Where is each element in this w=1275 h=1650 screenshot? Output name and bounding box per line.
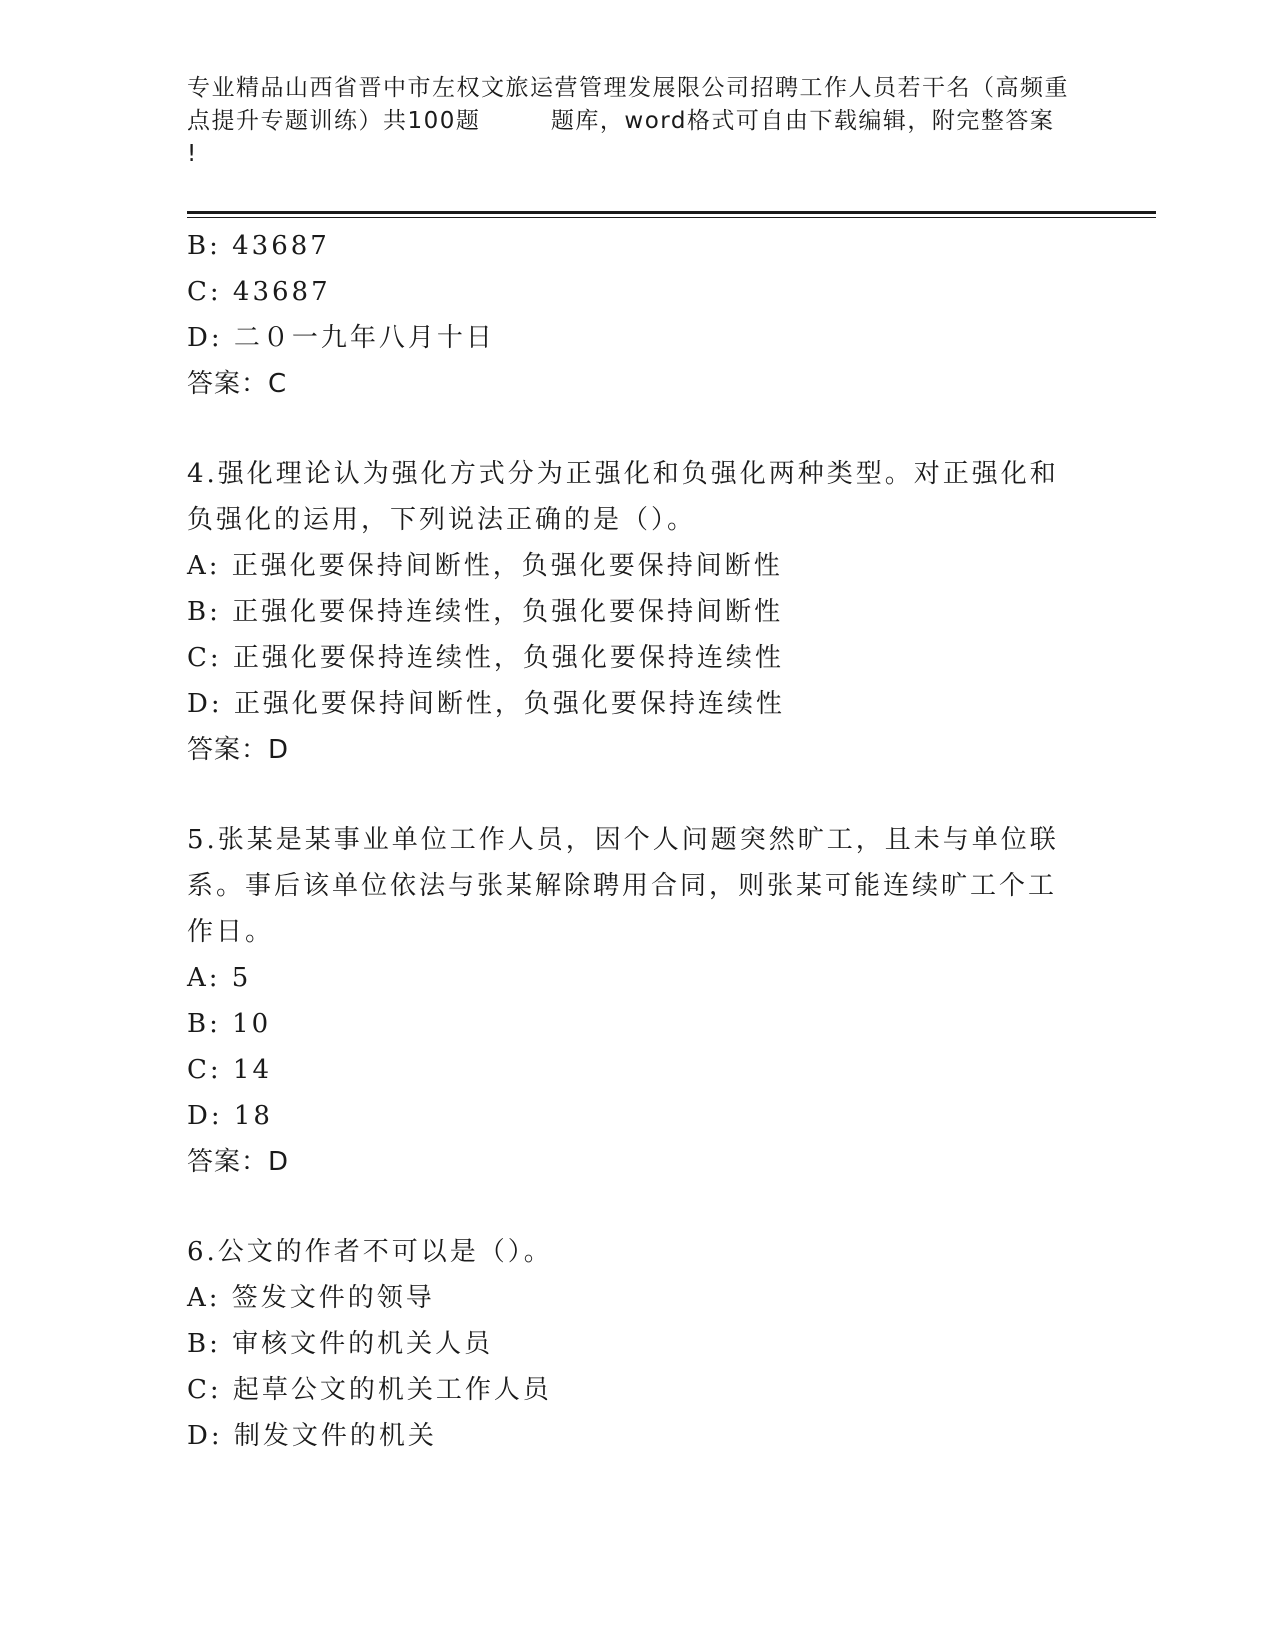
option-c: C: 正强化要保持连续性，负强化要保持连续性 (187, 643, 784, 673)
option-b: B: 10 (187, 1009, 272, 1039)
option-c: C: 起草公文的机关工作人员 (187, 1375, 552, 1405)
question-4 (187, 451, 1087, 773)
option-d: D: 正强化要保持间断性，负强化要保持连续性 (187, 689, 785, 719)
spacer (187, 773, 1087, 817)
option-b: B: 审核文件的机关人员 (187, 1329, 494, 1359)
option-a: A: 签发文件的领导 (187, 1283, 435, 1313)
question-6 (187, 1229, 1087, 1459)
option-b: B: 正强化要保持连续性，负强化要保持间断性 (187, 597, 784, 627)
option-d: D: 制发文件的机关 (187, 1421, 437, 1451)
question-stem: 4.强化理论认为强化方式分为正强化和负强化两种类型。对正强化和 (187, 459, 1059, 489)
header-line-3: ! (187, 141, 198, 167)
question-5 (187, 817, 1087, 1185)
answer-line: 答案：D (187, 1147, 290, 1177)
option-b: B: 43687 (187, 231, 330, 261)
header-line-2: 点提升专题训练）共100题 题库，word格式可自由下载编辑，附完整答案 (187, 108, 1055, 134)
question-3-tail (187, 223, 1087, 407)
option-d: D: 18 (187, 1101, 273, 1131)
question-stem: 作日。 (187, 917, 275, 947)
question-stem: 6.公文的作者不可以是（）。 (187, 1237, 553, 1267)
option-a: A: 5 (187, 963, 252, 993)
option-d: D: 二０一九年八月十日 (187, 323, 495, 353)
header-divider-thin (187, 217, 1156, 218)
question-stem: 负强化的运用，下列说法正确的是（）。 (187, 505, 697, 535)
spacer (187, 1185, 1087, 1229)
header-divider-thick (187, 211, 1156, 214)
answer-line: 答案：C (187, 369, 288, 399)
question-stem: 系。事后该单位依法与张某解除聘用合同，则张某可能连续旷工个工 (187, 871, 1058, 901)
option-c: C: 43687 (187, 277, 331, 307)
option-c: C: 14 (187, 1055, 273, 1085)
question-content (187, 223, 1087, 1459)
question-stem: 5.张某是某事业单位工作人员，因个人问题突然旷工，且未与单位联 (187, 825, 1059, 855)
answer-line: 答案：D (187, 735, 290, 765)
header-line-1: 专业精品山西省晋中市左权文旅运营管理发展限公司招聘工作人员若干名（高频重 (187, 75, 1069, 101)
document-header (187, 72, 1087, 171)
spacer (187, 407, 1087, 451)
option-a: A: 正强化要保持间断性，负强化要保持间断性 (187, 551, 783, 581)
